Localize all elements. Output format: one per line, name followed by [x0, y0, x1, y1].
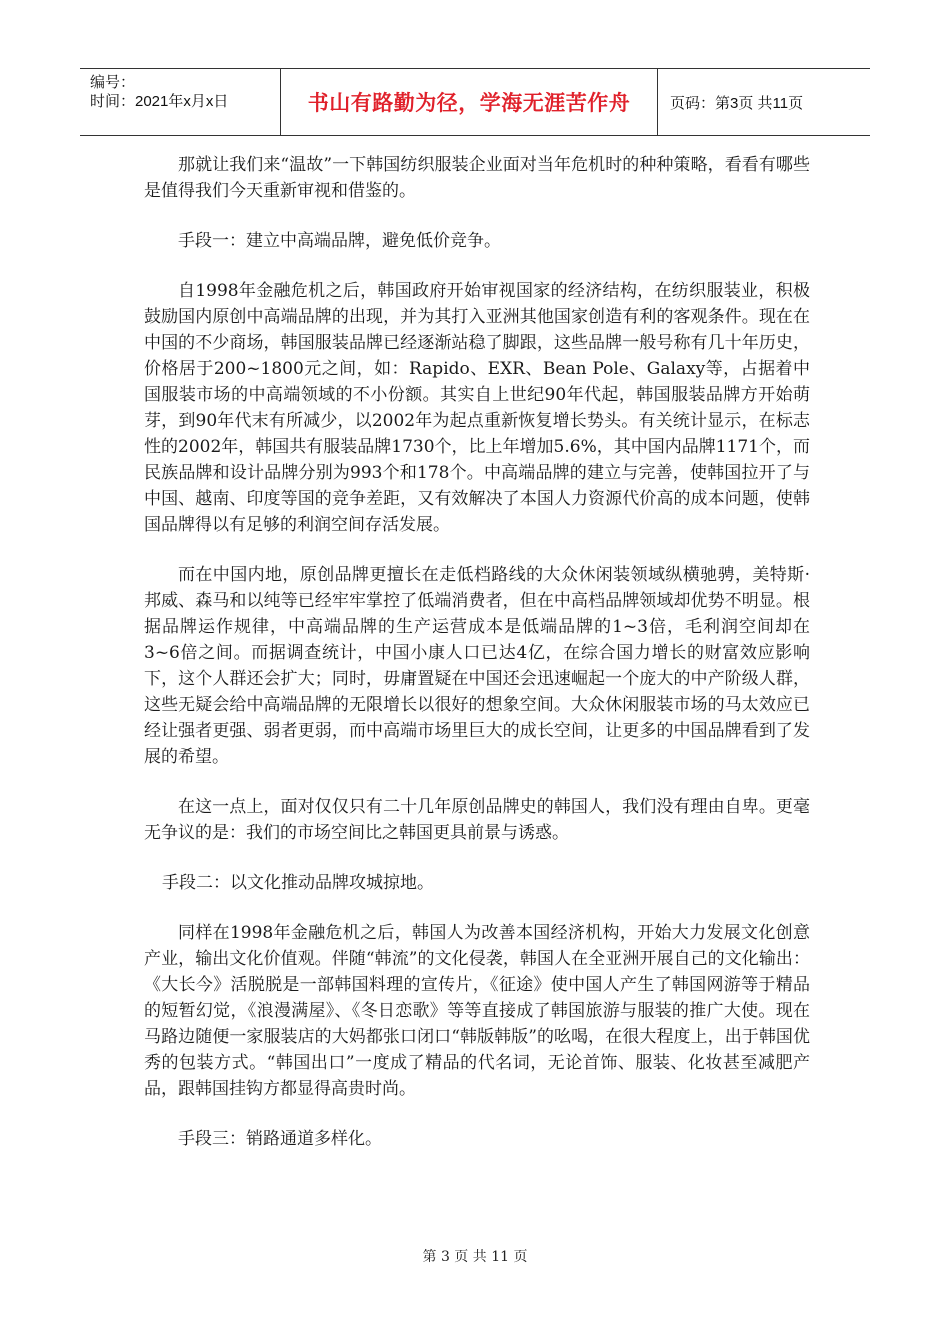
- paragraph-korea-brands: 自1998年金融危机之后，韩国政府开始审视国家的经济结构，在纺织服装业，积极鼓励国内原创中高端品牌的出现，并为其打入亚洲其他国家创造有利的客观条件。现在在中国的不少商场，韩国服装品牌已经逐渐站稳了脚跟，这些品牌一般号称有几十年历史，价格居于200~1800元之间，如：Rapido、EXR、Bean Pole、Galaxy等，占据着中国服装市场的中高端领域的不小份额。其实自上世纪90年代起，韩国服装品牌方开始萌芽，到90年代末有所减少，以2002年为起点重新恢复增长势头。有关统计显示，在标志性的2002年，韩国共有服装品牌1730个，比上年增加5.6%，其中国内品牌1171个，而民族品牌和设计品牌分别为993个和178个。中高端品牌的建立与完善，使韩国拉开了与中国、越南、印度等国的竞争差距，又有效解决了本国人力资源代价高的成本问题，使韩国品牌得以有足够的利润空间存活发展。: [144, 281, 810, 535]
- paragraph-conclusion: 在这一点上，面对仅仅只有二十几年原创品牌史的韩国人，我们没有理由自卑。更毫无争议的是：我们的市场空间比之韩国更具前景与诱惑。: [144, 797, 810, 843]
- header-time-label: 时间：2021年x月x日: [90, 93, 229, 110]
- header-page-info: 页码：第3页 共11页: [670, 94, 804, 112]
- paragraph-culture: 同样在1998年金融危机之后，韩国人为改善本国经济机构，开始大力发展文化创意产业，输出文化价值观。伴随“韩流”的文化侵袭，韩国人在全亚洲开展自己的文化输出：《大长今》活脱脱是一部韩国料理的宣传片，《征途》使中国人产生了韩国网游等于精品的短暂幻觉，《浪漫满屋》、《冬日恋歌》等等直接成了韩国旅游与服装的推广大使。现在马路边随便一家服装店的大妈都张口闭口“韩版韩版”的吆喝，在很大程度上，出于韩国优秀的包装方式。“韩国出口”一度成了精品的代名词，无论首饰、服装、化妆甚至减肥产品，跟韩国挂钩方都显得高贵时尚。: [144, 923, 810, 1099]
- section-heading-1: 手段一：建立中高端品牌，避免低价竞争。: [178, 231, 501, 251]
- section-heading-3: 手段三：销路通道多样化。: [178, 1129, 382, 1149]
- section-heading-2: 手段二：以文化推动品牌攻城掠地。: [162, 873, 434, 893]
- header-number-label: 编号：: [90, 74, 136, 91]
- page-footer: 第 3 页 共 11 页: [422, 1249, 528, 1265]
- header-meta: [80, 69, 281, 135]
- document-body: [144, 152, 810, 1176]
- header-motto: 书山有路勤为径，学海无涯苦作舟: [281, 69, 658, 135]
- page-header: [80, 68, 870, 136]
- paragraph-intro: 那就让我们来“温故”一下韩国纺织服装企业面对当年危机时的种种策略，看看有哪些是值得我们今天重新审视和借鉴的。: [144, 155, 810, 201]
- paragraph-china-mainland: 而在中国内地，原创品牌更擅长在走低档路线的大众休闲装领域纵横驰骋，美特斯·邦威、森马和以纯等已经牢牢掌控了低端消费者，但在中高档品牌领域却优势不明显。根据品牌运作规律，中高端品牌的生产运营成本是低端品牌的1~3倍，毛利润空间却在3~6倍之间。而据调查统计，中国小康人口已达4亿，在综合国力增长的财富效应影响下，这个人群还会扩大；同时，毋庸置疑在中国还会迅速崛起一个庞大的中产阶级人群，这些无疑会给中高端品牌的无限增长以很好的想象空间。大众休闲服装市场的马太效应已经让强者更强、弱者更弱，而中高端市场里巨大的成长空间，让更多的中国品牌看到了发展的希望。: [144, 565, 810, 767]
